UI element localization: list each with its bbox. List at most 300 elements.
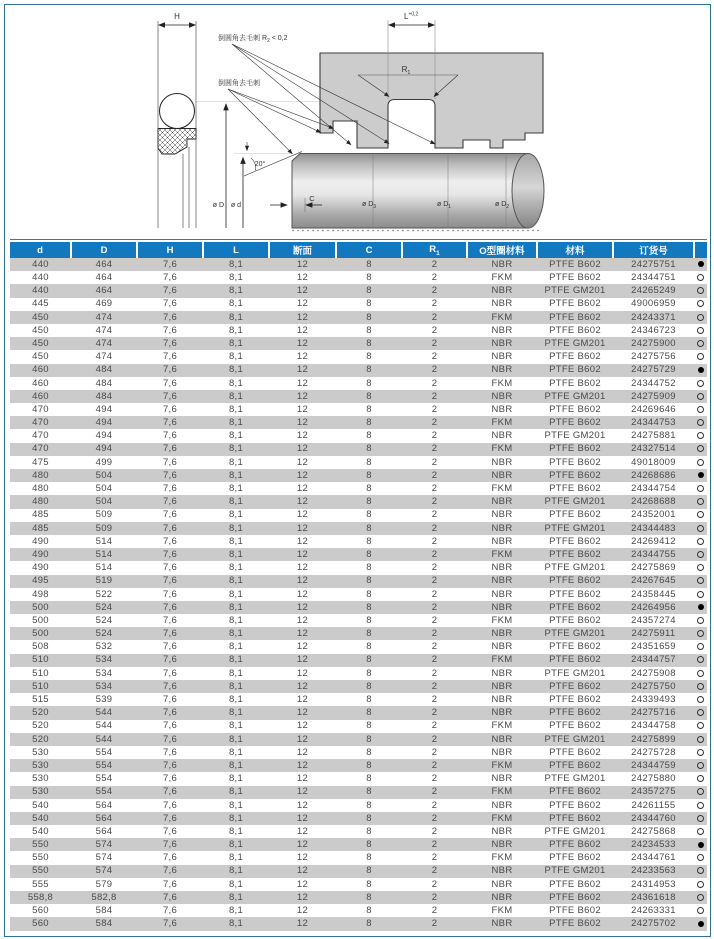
cell-C: 8: [336, 258, 402, 271]
cell-order: 24357275: [613, 786, 694, 799]
cell-d: 520: [32, 720, 49, 732]
cell-order: 24243371: [613, 311, 694, 324]
header-oring: O型圈材料: [467, 242, 537, 258]
cell-L: 8,1: [203, 654, 269, 667]
cell-R1: 2: [431, 483, 438, 495]
cell-H: 7,6: [137, 522, 203, 535]
availability-dot-open: [697, 485, 704, 492]
cell-oring: NBR: [467, 917, 537, 930]
availability-dot-open: [697, 300, 704, 307]
cell-material: PTFE B602: [549, 799, 601, 811]
table-row: [10, 284, 707, 297]
cell-C: 8: [366, 430, 372, 442]
cell-stock: [694, 772, 707, 785]
cell-R1: 2: [402, 680, 467, 693]
cell-L: 8,1: [228, 535, 244, 547]
table-row: [10, 733, 707, 746]
table-row: [10, 495, 707, 508]
cell-H: 7,6: [162, 377, 178, 389]
cell-material: PTFE B602: [549, 852, 601, 864]
cell-stock: [694, 443, 707, 456]
cell-stock: [694, 838, 707, 851]
cell-material: PTFE GM201: [544, 562, 606, 574]
table-row: [10, 838, 707, 851]
cell-order: 24344759: [613, 759, 694, 772]
availability-dot-filled: [698, 261, 704, 267]
cell-L: 8,1: [203, 364, 269, 377]
cell-stock: [694, 548, 707, 561]
cell-R1: 2: [402, 364, 467, 377]
cell-material: PTFE B602: [537, 258, 613, 271]
cell-section: 12: [269, 469, 336, 482]
cell-C: 8: [336, 416, 402, 429]
availability-dot-open: [697, 670, 704, 677]
cell-stock: [694, 337, 707, 350]
cell-C: 8: [336, 495, 402, 508]
cell-R1: 2: [431, 403, 438, 415]
cell-section: 12: [296, 773, 309, 785]
cell-material: PTFE B602: [549, 351, 601, 363]
cell-section: 12: [296, 667, 309, 679]
cell-oring: NBR: [491, 562, 513, 574]
cell-d: 530: [32, 773, 49, 785]
cell-C: 8: [366, 456, 372, 468]
availability-dot-open: [697, 498, 704, 505]
cell-oring: NBR: [491, 324, 513, 336]
table-row: [10, 522, 707, 535]
cell-order: 24233563: [613, 865, 694, 878]
table-row: [10, 588, 707, 601]
availability-dot-open: [697, 815, 704, 822]
cell-oring: NBR: [491, 535, 513, 547]
cell-C: 8: [366, 773, 372, 785]
cell-material: PTFE B602: [549, 614, 601, 626]
dia-d1-label: ø $D_1$: [437, 201, 452, 210]
cell-material: PTFE B602: [549, 694, 601, 706]
cell-C: 8: [336, 812, 402, 825]
cell-material: PTFE GM201: [537, 733, 613, 746]
cell-H: 7,6: [162, 562, 178, 574]
availability-dot-open: [697, 380, 704, 387]
cell-stock: [694, 706, 707, 719]
cell-stock: [694, 429, 707, 442]
cell-H: 7,6: [137, 311, 203, 324]
cell-R1: 2: [431, 746, 438, 758]
cell-material: PTFE GM201: [537, 627, 613, 640]
availability-dot-open: [697, 722, 704, 729]
cell-L: 8,1: [228, 588, 244, 600]
cell-order: 24344761: [631, 852, 676, 864]
cell-d: 550: [10, 838, 71, 851]
cell-section: 12: [269, 838, 336, 851]
cell-C: 8: [336, 443, 402, 456]
cell-L: 8,1: [228, 852, 244, 864]
cell-D: 539: [95, 694, 113, 706]
cell-R1: 2: [402, 311, 467, 324]
cell-R1: 2: [431, 720, 438, 732]
header-D: D: [71, 242, 137, 258]
cell-R1: 2: [402, 284, 467, 297]
table-row: [10, 851, 707, 864]
cell-L: 8,1: [228, 905, 244, 917]
cell-material: PTFE B602: [537, 364, 613, 377]
cell-stock: [694, 904, 707, 917]
cell-stock: [694, 403, 707, 416]
cell-D: 584: [71, 917, 137, 930]
cell-L: 8,1: [203, 311, 269, 324]
svg-text:L+0,2: $L^{+0,2}$: [404, 11, 419, 21]
header-order: 订货号: [613, 242, 694, 258]
cell-D: 469: [95, 298, 113, 310]
cell-L: 8,1: [228, 377, 244, 389]
cell-stock: [694, 720, 707, 733]
cell-D: 524: [71, 627, 137, 640]
cell-d: 470: [32, 403, 49, 415]
cell-D: 574: [95, 852, 113, 864]
cell-oring: NBR: [491, 456, 513, 468]
cell-stock: [694, 799, 707, 812]
cell-d: 440: [10, 258, 71, 271]
availability-dot-open: [697, 802, 704, 809]
cell-section: 12: [296, 878, 309, 890]
cell-d: 485: [32, 509, 49, 521]
cell-stock: [694, 416, 707, 429]
availability-dot-filled: [698, 472, 704, 478]
cell-order: 24275751: [613, 258, 694, 271]
cell-d: 515: [32, 694, 49, 706]
cell-D: 484: [95, 377, 113, 389]
cell-order: 24344751: [631, 272, 676, 284]
cell-material: PTFE B602: [549, 324, 601, 336]
cell-section: 12: [269, 627, 336, 640]
cell-H: 7,6: [137, 759, 203, 772]
cell-H: 7,6: [162, 324, 178, 336]
availability-dot-open: [697, 709, 704, 716]
availability-dot-open: [697, 459, 704, 466]
cell-L: 8,1: [203, 284, 269, 297]
availability-dot-open: [697, 406, 704, 413]
cell-stock: [694, 601, 707, 614]
cell-L: 8,1: [228, 878, 244, 890]
svg-text:R1: $R_1$: [401, 65, 411, 76]
cell-L: 8,1: [203, 733, 269, 746]
cell-oring: FKM: [467, 443, 537, 456]
cell-material: PTFE B602: [549, 377, 601, 389]
header-L: L: [203, 242, 269, 258]
cell-order: 24361618: [613, 891, 694, 904]
cell-order: 24358445: [631, 588, 676, 600]
cell-section: 12: [296, 535, 309, 547]
chamfer-angle-label: 20°: [254, 161, 266, 168]
cell-d: 530: [32, 746, 49, 758]
cell-D: 554: [71, 786, 137, 799]
cell-H: 7,6: [137, 627, 203, 640]
cell-stock: [694, 667, 707, 680]
cell-stock: [694, 654, 707, 667]
cell-stock: [694, 350, 707, 363]
cell-stock: [694, 324, 707, 337]
cell-L: 8,1: [203, 416, 269, 429]
cell-order: 24267645: [613, 575, 694, 588]
cell-material: PTFE GM201: [544, 430, 606, 442]
cell-d: 560: [10, 917, 71, 930]
cell-C: 8: [366, 562, 372, 574]
cell-order: 24275868: [631, 825, 676, 837]
cell-L: 8,1: [228, 562, 244, 574]
cell-d: 440: [32, 272, 49, 284]
cell-d: 445: [32, 298, 49, 310]
cell-material: PTFE B602: [537, 786, 613, 799]
cell-d: 540: [32, 825, 49, 837]
availability-dot-open: [697, 630, 704, 637]
cell-C: 8: [336, 865, 402, 878]
cell-order: 24352001: [631, 509, 676, 521]
cell-oring: FKM: [467, 311, 537, 324]
cell-R1: 2: [402, 601, 467, 614]
cell-D: 532: [95, 641, 113, 653]
cell-stock: [694, 680, 707, 693]
cell-C: 8: [366, 825, 372, 837]
cell-oring: NBR: [467, 627, 537, 640]
table-row: [10, 443, 707, 456]
cell-C: 8: [336, 733, 402, 746]
table-row: [10, 654, 707, 667]
cell-C: 8: [336, 680, 402, 693]
cell-order: 49018009: [631, 456, 676, 468]
cell-C: 8: [366, 720, 372, 732]
cell-material: PTFE B602: [537, 443, 613, 456]
cell-C: 8: [366, 905, 372, 917]
table-row: [10, 786, 707, 799]
table-row: [10, 350, 707, 363]
cell-material: PTFE GM201: [537, 390, 613, 403]
cell-stock: [694, 258, 707, 271]
cell-order: 24275728: [631, 746, 676, 758]
cell-order: 24344757: [613, 654, 694, 667]
cell-d: 550: [10, 865, 71, 878]
cell-D: 554: [71, 759, 137, 772]
cell-material: PTFE B602: [549, 272, 601, 284]
cell-L: 8,1: [228, 773, 244, 785]
cell-d: 460: [10, 364, 71, 377]
cell-order: 24344755: [613, 548, 694, 561]
cell-stock: [694, 878, 707, 891]
cell-H: 7,6: [137, 337, 203, 350]
cell-section: 12: [269, 654, 336, 667]
cell-section: 12: [296, 852, 309, 864]
cell-L: 8,1: [228, 799, 244, 811]
cell-section: 12: [269, 601, 336, 614]
cell-oring: NBR: [467, 337, 537, 350]
cell-material: PTFE B602: [537, 759, 613, 772]
cell-H: 7,6: [162, 852, 178, 864]
availability-dot-open: [697, 274, 704, 281]
cell-D: 514: [95, 535, 113, 547]
cell-C: 8: [336, 337, 402, 350]
cell-material: PTFE B602: [537, 548, 613, 561]
cell-L: 8,1: [203, 495, 269, 508]
cell-L: 8,1: [228, 746, 244, 758]
cell-oring: NBR: [491, 799, 513, 811]
cell-H: 7,6: [162, 694, 178, 706]
table-row: [10, 324, 707, 337]
cell-C: 8: [366, 694, 372, 706]
cell-R1: 2: [402, 469, 467, 482]
cell-R1: 2: [431, 456, 438, 468]
header-stock: [694, 242, 707, 258]
cell-H: 7,6: [162, 905, 178, 917]
cell-material: PTFE GM201: [537, 522, 613, 535]
availability-dot-open: [697, 432, 704, 439]
cell-R1: 2: [431, 825, 438, 837]
cell-order: 24264956: [613, 601, 694, 614]
cell-stock: [694, 825, 707, 838]
cell-material: PTFE B602: [537, 706, 613, 719]
housing-block: [320, 53, 543, 148]
cell-oring: NBR: [467, 495, 537, 508]
cell-L: 8,1: [228, 509, 244, 521]
cell-R1: 2: [431, 799, 438, 811]
availability-dot-open: [697, 340, 704, 347]
cell-C: 8: [336, 311, 402, 324]
cell-H: 7,6: [162, 509, 178, 521]
availability-dot-open: [697, 314, 704, 321]
cell-D: 464: [71, 258, 137, 271]
cell-L: 8,1: [228, 825, 244, 837]
cell-H: 7,6: [162, 720, 178, 732]
cell-R1: 2: [431, 667, 438, 679]
cell-R1: 2: [402, 865, 467, 878]
cell-C: 8: [366, 483, 372, 495]
cell-R1: 2: [402, 759, 467, 772]
cell-order: 24351659: [631, 641, 676, 653]
cell-section: 12: [296, 746, 309, 758]
table-row: [10, 548, 707, 561]
cell-section: 12: [269, 759, 336, 772]
cell-oring: NBR: [467, 364, 537, 377]
cell-order: 24344483: [613, 522, 694, 535]
cell-d: 460: [32, 377, 49, 389]
cell-d: 500: [10, 601, 71, 614]
cell-order: 24268688: [613, 495, 694, 508]
cell-order: 24275869: [631, 562, 676, 574]
cell-order: 24275911: [613, 627, 694, 640]
availability-dot-open: [697, 907, 704, 914]
cell-order: 49006959: [631, 298, 676, 310]
cell-material: PTFE B602: [549, 588, 601, 600]
cell-D: 544: [71, 733, 137, 746]
cell-H: 7,6: [137, 575, 203, 588]
cell-C: 8: [366, 377, 372, 389]
cell-stock: [694, 482, 707, 495]
cell-L: 8,1: [203, 522, 269, 535]
cell-L: 8,1: [228, 324, 244, 336]
cell-order: 24275881: [631, 430, 676, 442]
cell-R1: 2: [431, 641, 438, 653]
cell-d: 480: [10, 469, 71, 482]
cell-L: 8,1: [228, 483, 244, 495]
cell-oring: NBR: [467, 469, 537, 482]
cell-material: PTFE B602: [537, 575, 613, 588]
cell-oring: NBR: [467, 575, 537, 588]
cell-H: 7,6: [162, 878, 178, 890]
cell-oring: NBR: [491, 878, 513, 890]
cell-L: 8,1: [203, 575, 269, 588]
cell-L: 8,1: [203, 390, 269, 403]
availability-dot-open: [697, 788, 704, 795]
cell-material: PTFE GM201: [537, 495, 613, 508]
availability-dot-open: [697, 656, 704, 663]
cell-D: 484: [71, 390, 137, 403]
cell-L: 8,1: [228, 694, 244, 706]
cell-d: 498: [32, 588, 49, 600]
cell-H: 7,6: [162, 746, 178, 758]
cell-D: 564: [95, 825, 113, 837]
availability-dot-open: [697, 353, 704, 360]
cell-d: 560: [32, 905, 49, 917]
cell-material: PTFE B602: [549, 878, 601, 890]
cell-order: 24275900: [613, 337, 694, 350]
cell-material: PTFE B602: [549, 509, 601, 521]
cell-stock: [694, 640, 707, 653]
cell-section: 12: [296, 403, 309, 415]
cell-L: 8,1: [203, 706, 269, 719]
cell-order: 24327514: [613, 443, 694, 456]
cell-order: 24344753: [613, 416, 694, 429]
cell-H: 7,6: [137, 390, 203, 403]
cell-D: 574: [71, 865, 137, 878]
availability-dot-filled: [698, 367, 704, 373]
cell-section: 12: [269, 917, 336, 930]
cell-d: 450: [32, 351, 49, 363]
cell-R1: 2: [402, 733, 467, 746]
cell-C: 8: [366, 324, 372, 336]
cell-d: 470: [10, 416, 71, 429]
deburr-note-bottom: [218, 78, 334, 154]
cell-R1: 2: [431, 535, 438, 547]
cell-d: 520: [10, 706, 71, 719]
cell-oring: NBR: [491, 825, 513, 837]
table-row: [10, 403, 707, 416]
cell-section: 12: [296, 430, 309, 442]
cell-oring: NBR: [467, 522, 537, 535]
cell-D: 504: [71, 495, 137, 508]
cell-D: 534: [71, 654, 137, 667]
availability-dot-open: [697, 775, 704, 782]
availability-dot-open: [697, 696, 704, 703]
availability-dot-open: [697, 511, 704, 518]
cell-R1: 2: [431, 377, 438, 389]
cell-oring: NBR: [491, 509, 513, 521]
cell-order: 24275909: [613, 390, 694, 403]
cell-L: 8,1: [228, 351, 244, 363]
cell-R1: 2: [402, 443, 467, 456]
seal-installation-diagram: [0, 0, 714, 236]
cell-H: 7,6: [162, 298, 178, 310]
cell-L: 8,1: [203, 865, 269, 878]
cell-D: 484: [71, 364, 137, 377]
cell-C: 8: [366, 799, 372, 811]
cell-H: 7,6: [137, 865, 203, 878]
cell-D: 494: [71, 416, 137, 429]
cell-C: 8: [336, 917, 402, 930]
cell-D: 474: [71, 337, 137, 350]
cell-oring: NBR: [491, 746, 513, 758]
cell-d: 490: [32, 562, 49, 574]
cell-material: PTFE GM201: [537, 865, 613, 878]
table-row: [10, 825, 707, 838]
cell-stock: [694, 865, 707, 878]
